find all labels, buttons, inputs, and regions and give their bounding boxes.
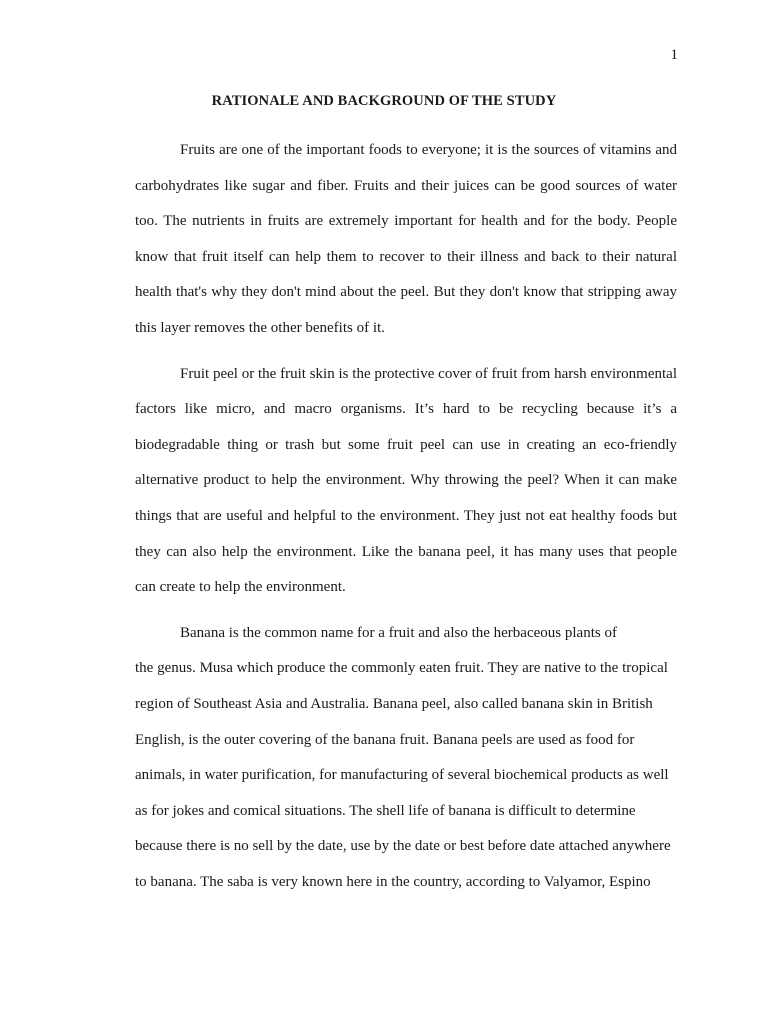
paragraph-line: region of Southeast Asia and Australia. Banana peel, also called banana skin in British (135, 695, 653, 712)
paragraph-fruit-peel: Fruit peel or the fruit skin is the protective cover of fruit from harsh environmental factors like micro, and macro organisms. It’s hard to be recycling because it’s a biodegradable thing or trash but some fruit peel can use in creating an eco-friendly alternative product to help the environment. Why throwing the peel? When it can make things that are useful and helpful to the environment. They just not eat healthy foods but they can also help the environment. Like the banana peel, it has many uses that people can create to help the environment. (135, 365, 677, 596)
paragraph-line: as for jokes and comical situations. The shell life of banana is difficult to determine (135, 802, 636, 819)
paragraph-line: animals, in water purification, for manufacturing of several biochemical products as well (135, 767, 669, 784)
paragraph-line: because there is no sell by the date, use by the date or best before date attached anywhere (135, 838, 671, 855)
paragraph-banana (135, 616, 677, 901)
document-title: RATIONALE AND BACKGROUND OF THE STUDY (211, 93, 557, 109)
paragraph-fruits: Fruits are one of the important foods to everyone; it is the sources of vitamins and carbohydrates like sugar and fiber. Fruits and their juices can be good sources of water too. The nutrients in fruits are extremely important for health and for the body. People know that fruit itself can help them to recover to their illness and back to their natural health that's why they don't mind about the peel. But they don't know that stripping away this layer removes the other benefits of it. (135, 142, 677, 336)
paragraph-line: the genus. Musa which produce the commonly eaten fruit. They are native to the tropical (135, 660, 668, 677)
paragraph-line: English, is the outer covering of the banana fruit. Banana peels are used as food for (135, 731, 635, 748)
page-number: 1 (670, 47, 678, 63)
document-body (135, 133, 677, 900)
paragraph-line: Banana is the common name for a fruit and also the herbaceous plants of (180, 624, 617, 641)
paragraph-line: to banana. The saba is very known here in the country, according to Valyamor, Espino (135, 873, 651, 890)
